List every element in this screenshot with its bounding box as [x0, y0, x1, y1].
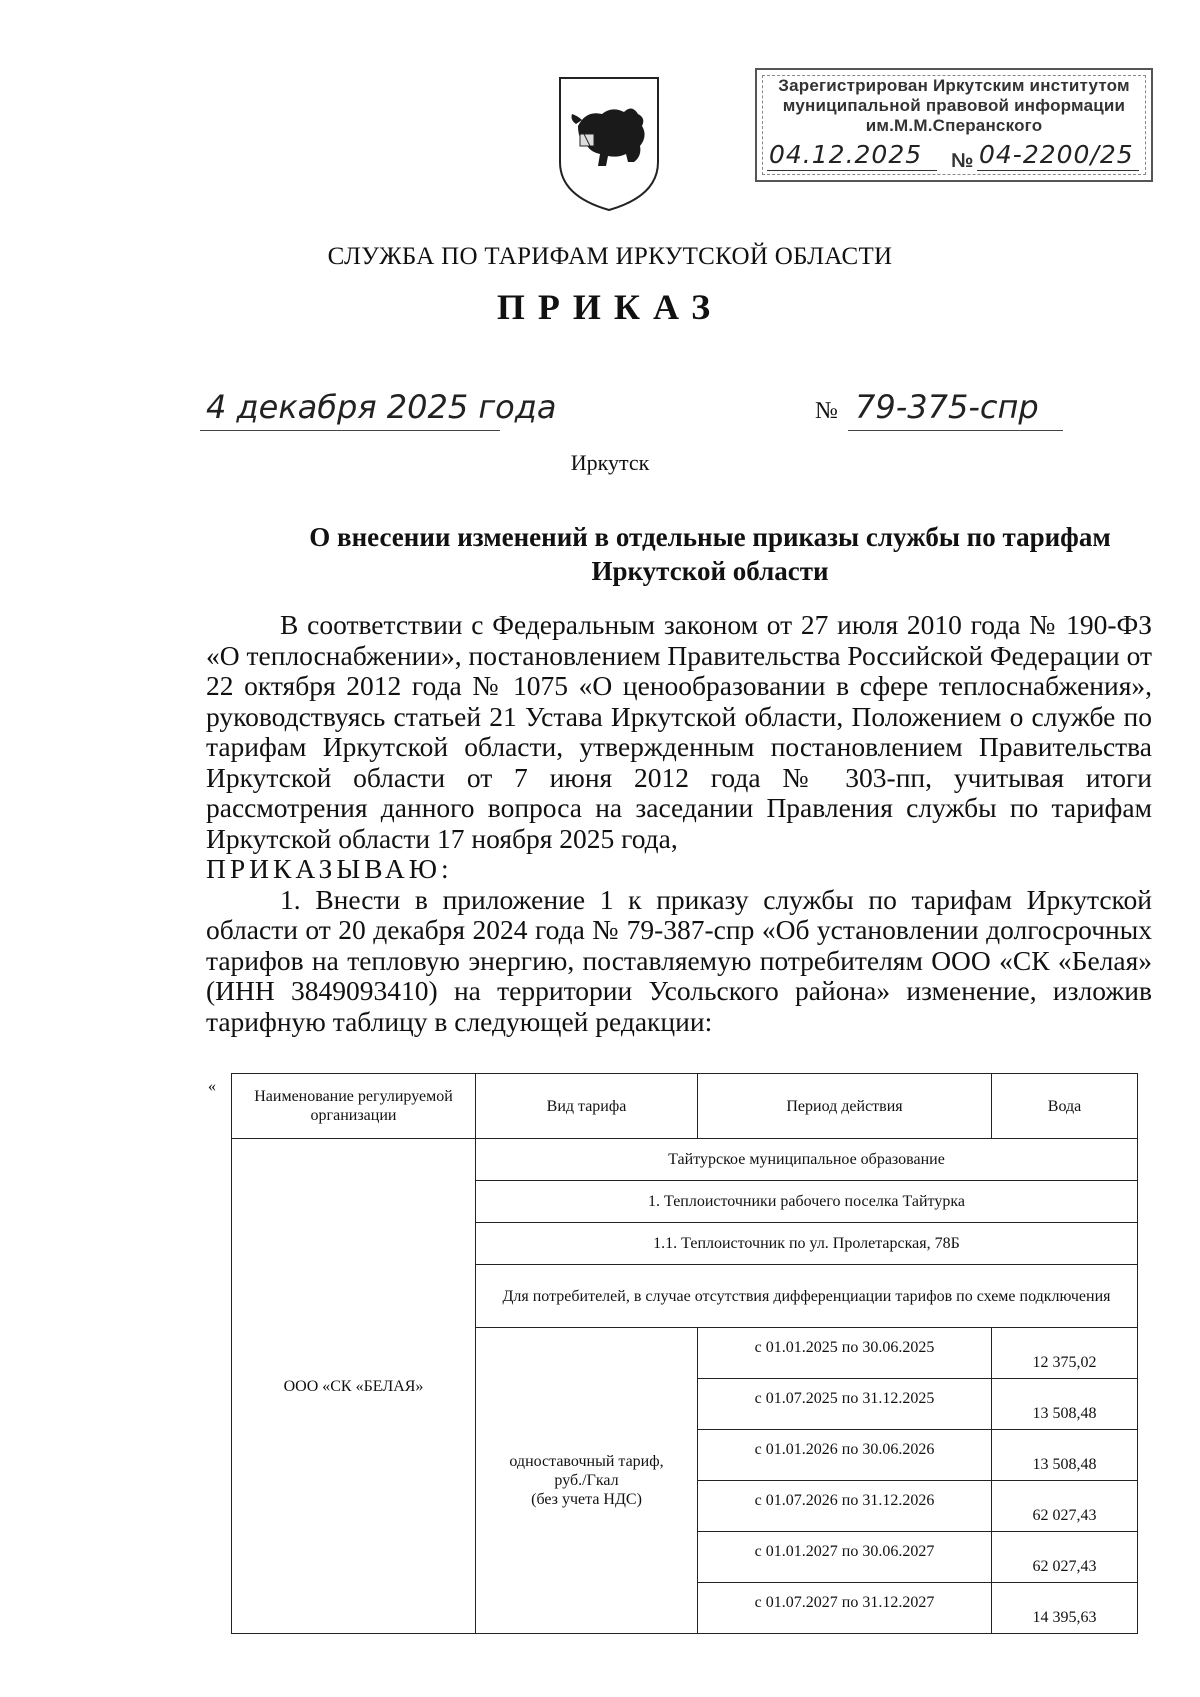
- table-header-row: [232, 1074, 1138, 1139]
- body-paragraph-2: 1. Внести в приложение 1 к приказу службы по тарифам Иркутской области от 20 декабря 2024 года № 79-387-спр «Об установлении долгосрочных тарифов на тепловую энергию, поставляемую потребителям ООО «СК «Белая» (ИНН 3849093410) на территории Усольского района» изменение, изложив тарифную таблицу в следующей редакции:: [206, 883, 1152, 1037]
- period-cell: с 01.07.2026 по 31.12.2026: [698, 1481, 992, 1532]
- agency-name: СЛУЖБА ПО ТАРИФАМ ИРКУТСКОЙ ОБЛАСТИ: [327, 243, 893, 270]
- period-cell: с 01.01.2025 по 30.06.2025: [698, 1328, 992, 1379]
- period-cell: с 01.01.2027 по 30.06.2027: [698, 1532, 992, 1583]
- order-date-underline: [200, 430, 500, 431]
- stamp-number-handwritten: 04-2200/25: [979, 140, 1134, 169]
- section-municipality: Тайтурское муниципальное образование: [476, 1139, 1138, 1181]
- title-line-1: О внесении изменений в отдельные приказы службы по тарифам: [309, 522, 1111, 552]
- order-number-handwritten: 79-375-спр: [855, 388, 1039, 426]
- coat-of-arms-emblem: [556, 74, 662, 214]
- period-cell: с 01.07.2025 по 31.12.2025: [698, 1379, 992, 1430]
- title-line-2: Иркутской области: [591, 556, 829, 586]
- stamp-line-3: им.М.М.Сперанского: [865, 116, 1043, 135]
- document-body: [206, 610, 1152, 1037]
- stamp-date-handwritten: 04.12.2025: [769, 140, 923, 169]
- stamp-line-2: муниципальной правовой информации: [782, 96, 1126, 115]
- value-cell: 62 027,43: [992, 1481, 1138, 1532]
- order-date-handwritten: 4 декабря 2025 года: [206, 388, 557, 426]
- value-cell: 62 027,43: [992, 1532, 1138, 1583]
- header-tariff-type: Вид тарифа: [476, 1074, 698, 1139]
- document-type: ПРИКАЗ: [496, 287, 724, 327]
- document-title: [200, 520, 1200, 588]
- tariff-type-cell: [476, 1328, 698, 1634]
- stamp-date-underline: [767, 170, 937, 171]
- registration-stamp: [755, 68, 1153, 182]
- section-heat-source: 1.1. Теплоисточник по ул. Пролетарская, 78Б: [476, 1223, 1138, 1265]
- order-number-underline: [848, 430, 1063, 431]
- period-cell: с 01.01.2026 по 30.06.2026: [698, 1430, 992, 1481]
- value-cell: 12 375,02: [992, 1328, 1138, 1379]
- header-water: Вода: [992, 1074, 1138, 1139]
- value-cell: 13 508,48: [992, 1379, 1138, 1430]
- section-heat-sources: 1. Теплоисточники рабочего поселка Тайтурка: [476, 1181, 1138, 1223]
- period-cell: с 01.07.2027 по 31.12.2027: [698, 1583, 992, 1634]
- stamp-line-1: Зарегистрирован Иркутским институтом: [778, 76, 1130, 95]
- order-word: ПРИКАЗЫВАЮ:: [206, 853, 453, 884]
- organization-cell: ООО «СК «БЕЛАЯ»: [232, 1139, 476, 1634]
- body-paragraph-1: В соответствии с Федеральным законом от 27 июля 2010 года № 190-ФЗ «О теплоснабжении», постановлением Правительства Российской Федерации от 22 октября 2012 года № 1075 «О ценообразовании в сфере теплоснабжения», руководствуясь статьей 21 Устава Иркутской области, Положением о службе по тарифам Иркутской области, утвержденным постановлением Правительства Иркутской области от 7 июня 2012 года № 303-пп, учитывая итоги рассмотрения данного вопроса на заседании Правления службы по тарифам Иркутской области 17 ноября 2025 года,: [206, 609, 1152, 854]
- tariff-type-line-3: (без учета НДС): [531, 1491, 642, 1508]
- table-row: [232, 1139, 1138, 1181]
- value-cell: 13 508,48: [992, 1430, 1138, 1481]
- header-organization: Наименование регулируемой организации: [232, 1074, 476, 1139]
- city-name: Иркутск: [570, 450, 650, 475]
- table-open-quote: «: [208, 1078, 216, 1095]
- stamp-number-underline: [977, 170, 1139, 171]
- tariff-type-line-1: одноставочный тариф,: [509, 1453, 664, 1470]
- tariff-table: [231, 1073, 1138, 1634]
- header-period: Период действия: [698, 1074, 992, 1139]
- tariff-type-line-2: руб./Гкал: [554, 1472, 619, 1489]
- order-number-label: №: [815, 398, 838, 424]
- value-cell: 14 395,63: [992, 1583, 1138, 1634]
- stamp-number-label: №: [951, 150, 974, 172]
- section-consumers: Для потребителей, в случае отсутствия дифференциации тарифов по схеме подключения: [476, 1265, 1138, 1328]
